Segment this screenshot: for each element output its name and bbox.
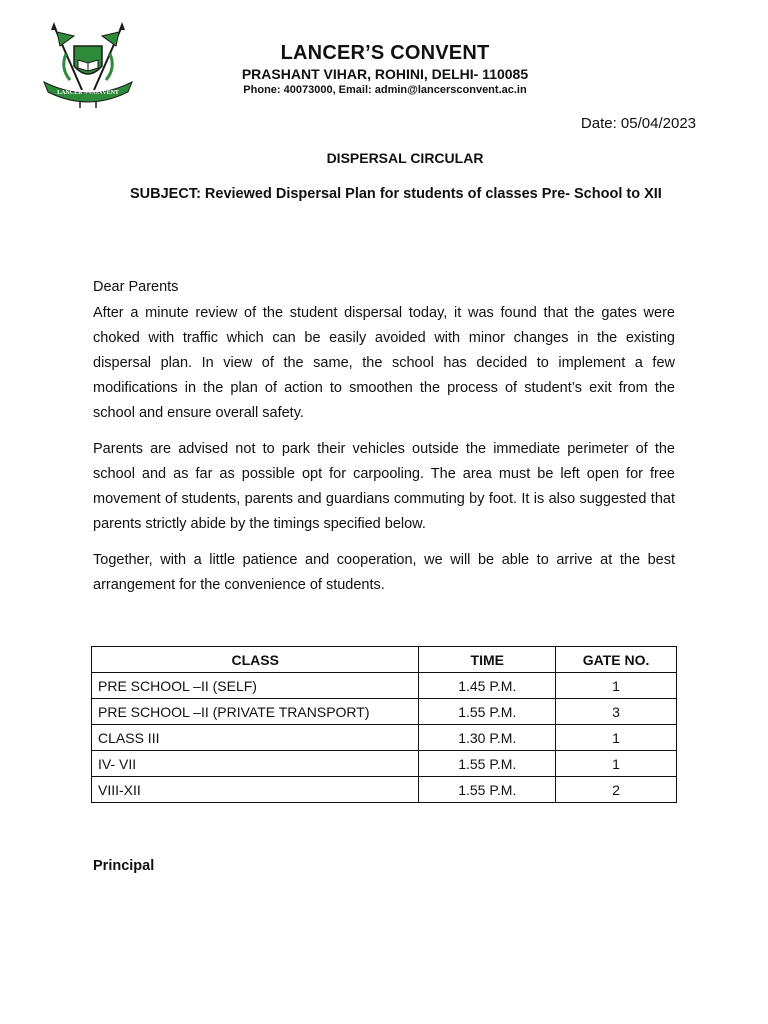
cell-class: PRE SCHOOL –II (PRIVATE TRANSPORT)	[92, 699, 419, 725]
salutation: Dear Parents	[93, 279, 179, 295]
cell-class: IV- VII	[92, 751, 419, 777]
school-contact: Phone: 40073000, Email: admin@lancersconvent.ac.in	[243, 84, 527, 96]
body-paragraph-2: Parents are advised not to park their vehicles outside the immediate perimeter of the school and as far as possible opt for carpooling. The area must be left open for free movement of students, parents and guardians commuting by foot. It is also suggested that parents strictly abide by the timings specified below.	[93, 441, 675, 532]
cell-class: VIII-XII	[92, 777, 419, 803]
table-row	[92, 673, 677, 699]
table-row	[92, 777, 677, 803]
school-address: PRASHANT VIHAR, ROHINI, DELHI- 110085	[241, 66, 529, 82]
table-row	[92, 699, 677, 725]
circular-title: DISPERSAL CIRCULAR	[326, 150, 484, 166]
circular-date: Date: 05/04/2023	[580, 115, 696, 132]
body-paragraph-3: Together, with a little patience and cooperation, we will be able to arrive at the best arrangement for the convenience of students.	[93, 552, 675, 593]
cell-gate: 1	[556, 725, 677, 751]
cell-gate: 2	[556, 777, 677, 803]
cell-class: PRE SCHOOL –II (SELF)	[92, 673, 419, 699]
cell-gate: 3	[556, 699, 677, 725]
cell-gate: 1	[556, 673, 677, 699]
school-name: LANCER’S CONVENT	[280, 42, 490, 64]
school-logo	[40, 20, 136, 110]
dispersal-table	[91, 646, 677, 803]
header-class: CLASS	[92, 647, 419, 673]
cell-time: 1.30 P.M.	[419, 725, 556, 751]
cell-class: CLASS III	[92, 725, 419, 751]
body-paragraph-1: After a minute review of the student dispersal today, it was found that the gates were choked with traffic which can be easily avoided with minor changes in the existing dispersal plan. In view of the same, the school has decided to implement a few modifications in the plan of action to smoothen the process of student’s exit from the school and ensure overall safety.	[93, 305, 675, 421]
cell-time: 1.55 P.M.	[419, 777, 556, 803]
cell-time: 1.55 P.M.	[419, 751, 556, 777]
table-header-row	[92, 647, 677, 673]
table-row	[92, 725, 677, 751]
header-gate: GATE NO.	[556, 647, 677, 673]
cell-time: 1.55 P.M.	[419, 699, 556, 725]
signoff-principal: Principal	[93, 858, 155, 874]
logo-ribbon-text: LANCER'S CONVENT	[57, 90, 119, 96]
table-row	[92, 751, 677, 777]
cell-time: 1.45 P.M.	[419, 673, 556, 699]
circular-subject: SUBJECT: Reviewed Dispersal Plan for students of classes Pre- School to XII	[130, 186, 662, 202]
header-time: TIME	[419, 647, 556, 673]
school-crest-icon	[40, 20, 136, 110]
cell-gate: 1	[556, 751, 677, 777]
